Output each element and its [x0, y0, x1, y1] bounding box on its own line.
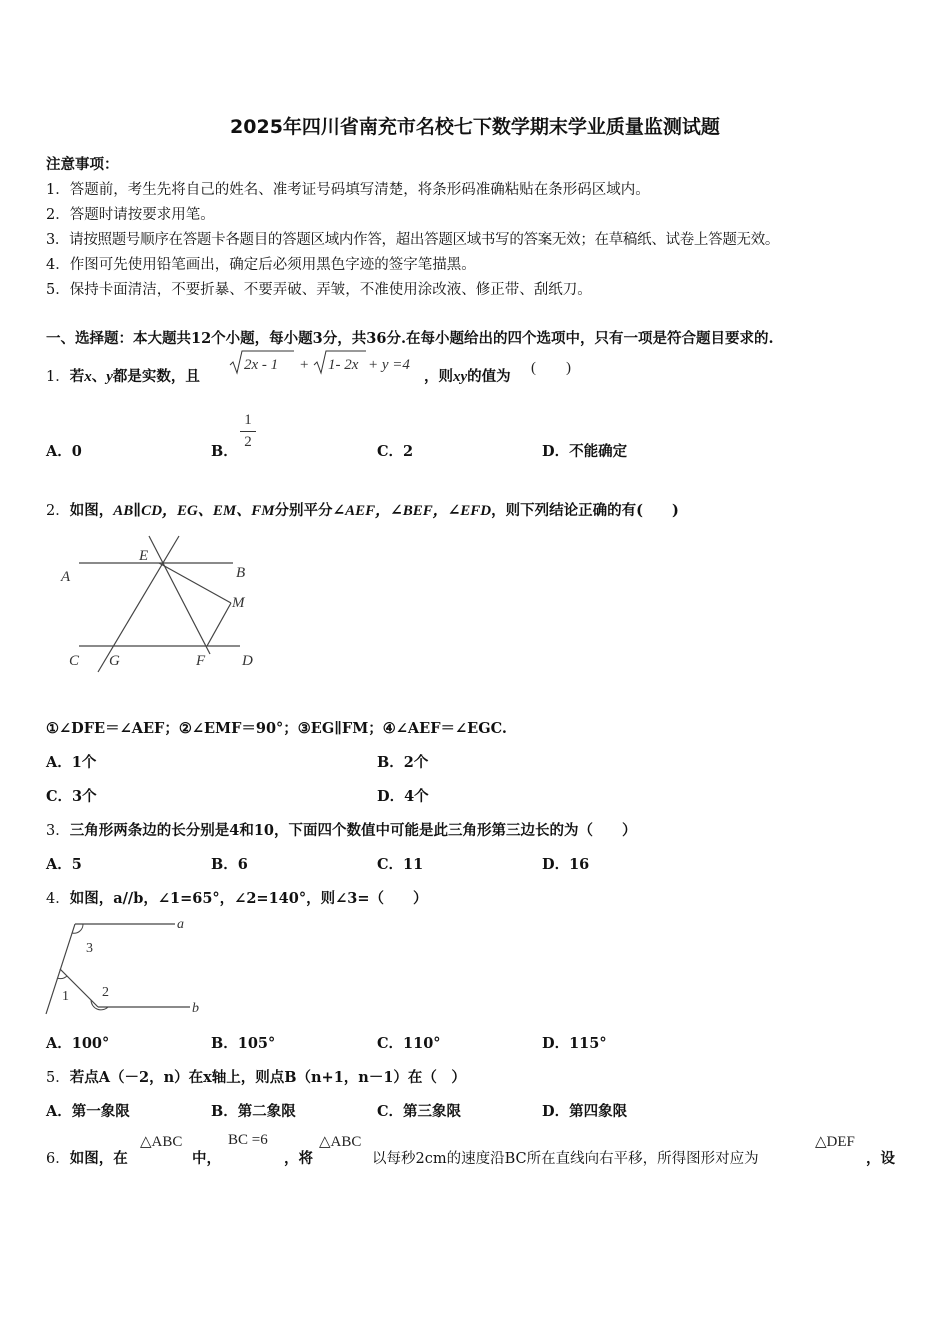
- q4-figure: [40, 912, 215, 1020]
- label-c: C: [69, 653, 80, 669]
- q1-option-a: A．0: [46, 443, 82, 460]
- q3-option-a: A．5: [46, 856, 82, 873]
- q1-fraction: 1 2: [240, 412, 256, 451]
- q4-option-c: C．110°: [377, 1035, 441, 1052]
- label-f: F: [196, 653, 206, 669]
- q5-option-c: C．第三象限: [377, 1103, 462, 1120]
- q6-math-4: △DEF: [815, 1134, 855, 1150]
- q1-option-b: B．: [211, 443, 238, 460]
- label-m: M: [232, 595, 245, 611]
- angle-3-label: 3: [86, 941, 93, 956]
- q3-option-c: C．11: [377, 856, 424, 873]
- page-title: 2025年四川省南充市名校七下数学期末学业质量监测试题: [230, 116, 720, 138]
- q1-option-c: C．2: [377, 443, 414, 460]
- question-1: 1．若x、y都是实数，且: [46, 368, 200, 385]
- section-heading: 一、选择题：本大题共12个小题，每小题3分，共36分.在每小题给出的四个选项中，只有一项是符合题目要求的.: [46, 330, 774, 347]
- q4-option-b: B．105°: [211, 1035, 276, 1052]
- angle-1-label: 1: [62, 989, 69, 1004]
- q6-math-1: △ABC: [140, 1134, 183, 1150]
- q4-option-a: A．100°: [46, 1035, 110, 1052]
- notice-item-2: 2．答题时请按要求用笔。: [46, 207, 215, 223]
- q1-root-2: 1- 2x: [328, 357, 359, 373]
- svg-text:+: +: [300, 357, 309, 373]
- q5-option-a: A．第一象限: [46, 1103, 130, 1120]
- label-a: A: [61, 569, 71, 585]
- question-4: 4．如图，a//b，∠1=65°，∠2=140°，则∠3=（ ）: [46, 890, 428, 907]
- question-2: 2．如图，AB∥CD，EG、EM、FM分别平分∠AEF，∠BEF，∠EFD，则下列结论正确的有( ): [46, 502, 679, 519]
- q4-option-d: D．115°: [542, 1035, 607, 1052]
- q1-formula: [228, 348, 428, 380]
- q3-option-b: B．6: [211, 856, 248, 873]
- q3-option-d: D．16: [542, 856, 590, 873]
- q2-figure: [55, 530, 270, 680]
- notice-item-4: 4．作图可先使用铅笔画出，确定后必须用黑色字迹的签字笔描黑。: [46, 257, 476, 273]
- q6-math-2: BC =6: [228, 1132, 268, 1148]
- q2-option-c: C．3个: [46, 788, 97, 805]
- angle-2-label: 2: [102, 985, 109, 1000]
- q6-math-3: △ABC: [319, 1134, 362, 1150]
- notice-heading: 注意事项：: [46, 156, 119, 173]
- label-b: B: [236, 565, 246, 581]
- line-b-label: b: [192, 1001, 199, 1016]
- question-5: 5．若点A（－2，n）在x轴上，则点B（n+1，n－1）在（ ）: [46, 1069, 466, 1086]
- question-3: 3．三角形两条边的长分别是4和10，下面四个数值中可能是此三角形第三边长的为（ ）: [46, 822, 637, 839]
- q2-option-a: A．1个: [46, 754, 97, 771]
- question-6: 6．如图，在: [46, 1150, 128, 1167]
- q2-option-d: D．4个: [377, 788, 429, 805]
- svg-text:+ y =4: + y =4: [368, 357, 410, 373]
- q2-option-b: B．2个: [377, 754, 429, 771]
- q1-option-d: D．不能确定: [542, 443, 628, 460]
- notice-item-1: 1．答题前，考生先将自己的姓名、准考证号码填写清楚，将条形码准确粘贴在条形码区域内。: [46, 182, 650, 198]
- q5-option-b: B．第二象限: [211, 1103, 296, 1120]
- label-d: D: [242, 653, 253, 669]
- q1-root-1: 2x - 1: [244, 357, 279, 373]
- q5-option-d: D．第四象限: [542, 1103, 628, 1120]
- notice-item-3: 3．请按照题号顺序在答题卡各题目的答题区域内作答，超出答题区域书写的答案无效；在草稿纸、试卷上答题无效。: [46, 232, 780, 248]
- q2-statements: ①∠DFE＝∠AEF；②∠EMF＝90°；③EG∥FM；④∠AEF＝∠EGC.: [46, 720, 507, 737]
- label-g: G: [109, 653, 120, 669]
- line-a-label: a: [177, 917, 184, 932]
- q1-number: 1．: [46, 369, 70, 385]
- q1-answer-paren: ( ): [531, 360, 571, 376]
- label-e: E: [139, 548, 149, 564]
- notice-item-5: 5．保持卡面清洁，不要折暴、不要弄破、弄皱，不准使用涂改液、修正带、刮纸刀。: [46, 282, 592, 298]
